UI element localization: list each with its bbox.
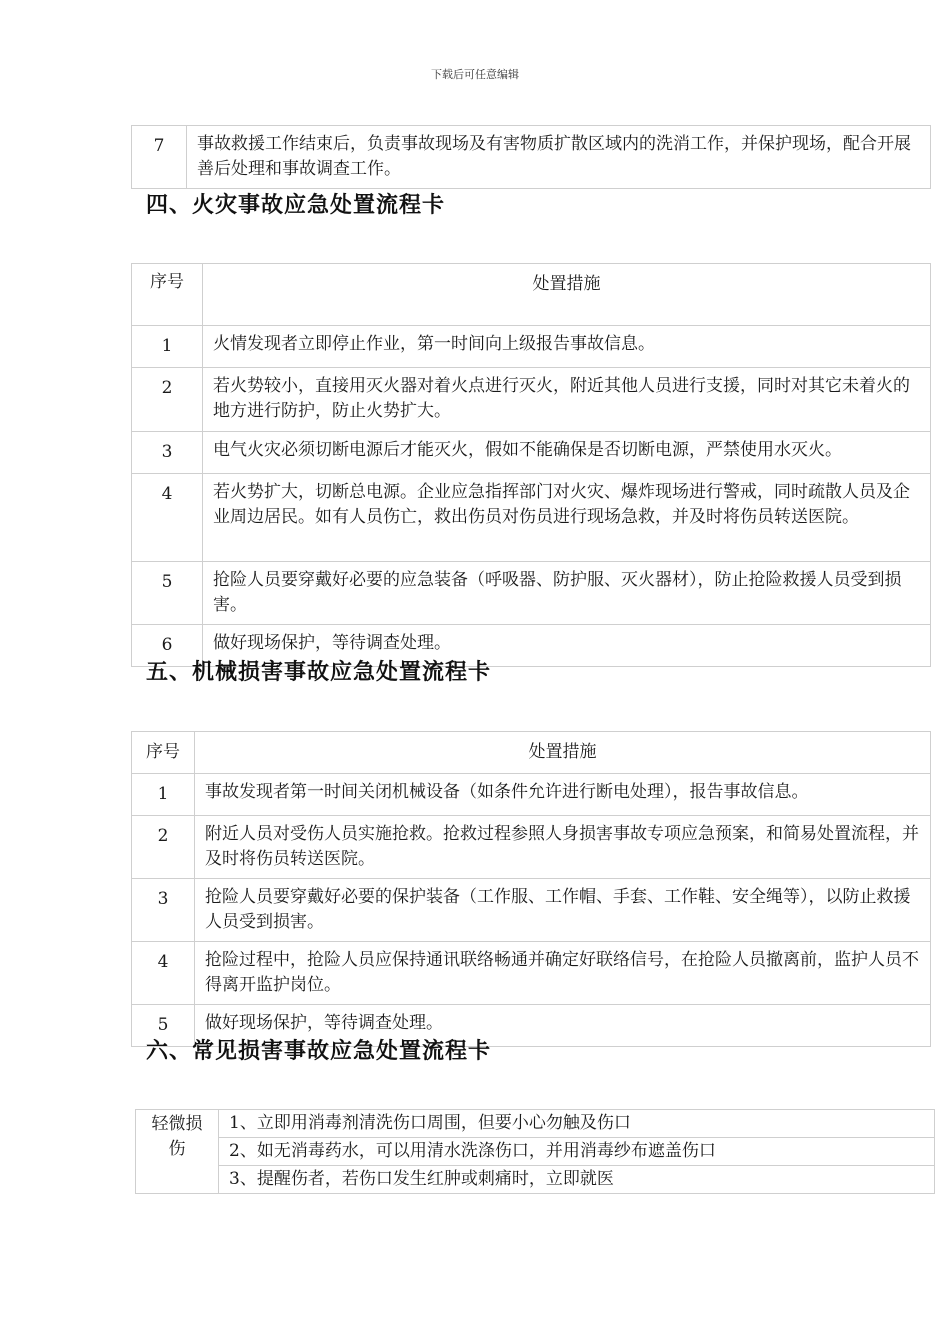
table-row	[136, 1166, 935, 1194]
header-note: 下载后可任意编辑	[431, 68, 519, 81]
col-header-no: 序号	[132, 732, 195, 774]
row-text: 做好现场保护，等待调查处理。	[203, 625, 931, 667]
row-number: 7	[132, 126, 187, 189]
row-number: 1	[132, 774, 195, 816]
machinery-table	[131, 731, 931, 1047]
row-number: 3	[132, 432, 203, 474]
table-row	[136, 1138, 935, 1166]
row-number: 3	[132, 879, 195, 942]
row-text: 做好现场保护，等待调查处理。	[195, 1005, 931, 1047]
row-number: 1	[132, 326, 203, 368]
fire-table	[131, 263, 931, 667]
row-text: 3、提醒伤者，若伤口发生红肿或刺痛时，立即就医	[219, 1166, 935, 1194]
row-number: 2	[132, 816, 195, 879]
row-number: 6	[132, 625, 203, 667]
table-row	[132, 474, 931, 562]
col-header-measure: 处置措施	[203, 264, 931, 326]
table-row	[132, 126, 931, 189]
row-number: 2	[132, 368, 203, 432]
row-text: 抢险人员要穿戴好必要的应急装备（呼吸器、防护服、灭火器材），防止抢险救援人员受到损害。	[203, 562, 931, 625]
row-text: 电气火灾必须切断电源后才能灭火，假如不能确保是否切断电源，严禁使用水灭火。	[203, 432, 931, 474]
col-header-no: 序号	[132, 264, 203, 326]
row-text: 事故发现者第一时间关闭机械设备（如条件允许进行断电处理），报告事故信息。	[195, 774, 931, 816]
table-row	[132, 326, 931, 368]
row-text: 若火势较小，直接用灭火器对着火点进行灭火，附近其他人员进行支援，同时对其它未着火的地方进行防护，防止火势扩大。	[203, 368, 931, 432]
table-continued	[131, 125, 931, 189]
minor-injury-table	[135, 1109, 935, 1194]
row-text: 1、立即用消毒剂清洗伤口周围，但要小心勿触及伤口	[219, 1110, 935, 1138]
table-row	[132, 942, 931, 1005]
table-row	[132, 816, 931, 879]
row-number: 5	[132, 562, 203, 625]
row-number: 4	[132, 474, 203, 562]
table-row	[132, 368, 931, 432]
row-number: 4	[132, 942, 195, 1005]
table-header-row	[132, 732, 931, 774]
row-number: 5	[132, 1005, 195, 1047]
row-text: 事故救援工作结束后，负责事故现场及有害物质扩散区域内的洗消工作，并保护现场，配合开展善后处理和事故调查工作。	[187, 126, 931, 189]
table-row	[132, 774, 931, 816]
row-text: 抢险过程中，抢险人员应保持通讯联络畅通并确定好联络信号，在抢险人员撤离前，监护人员不得离开监护岗位。	[195, 942, 931, 1005]
table-row	[132, 562, 931, 625]
row-text: 抢险人员要穿戴好必要的保护装备（工作服、工作帽、手套、工作鞋、安全绳等），以防止救援人员受到损害。	[195, 879, 931, 942]
table-row	[136, 1110, 935, 1138]
row-text: 2、如无消毒药水，可以用清水洗涤伤口，并用消毒纱布遮盖伤口	[219, 1138, 935, 1166]
row-text: 若火势扩大，切断总电源。企业应急指挥部门对火灾、爆炸现场进行警戒，同时疏散人员及企业周边居民。如有人员伤亡，救出伤员对伤员进行现场急救，并及时将伤员转送医院。	[203, 474, 931, 562]
row-text: 火情发现者立即停止作业，第一时间向上级报告事故信息。	[203, 326, 931, 368]
category-label: 轻微损伤	[136, 1110, 219, 1194]
col-header-measure: 处置措施	[195, 732, 931, 774]
table-row	[132, 879, 931, 942]
section4-title: 四、火灾事故应急处置流程卡	[146, 193, 446, 218]
section6-title: 六、常见损害事故应急处置流程卡	[146, 1039, 492, 1064]
section5-title: 五、机械损害事故应急处置流程卡	[146, 660, 492, 685]
table-header-row	[132, 264, 931, 326]
row-text: 附近人员对受伤人员实施抢救。抢救过程参照人身损害事故专项应急预案，和简易处置流程，并及时将伤员转送医院。	[195, 816, 931, 879]
table-row	[132, 432, 931, 474]
